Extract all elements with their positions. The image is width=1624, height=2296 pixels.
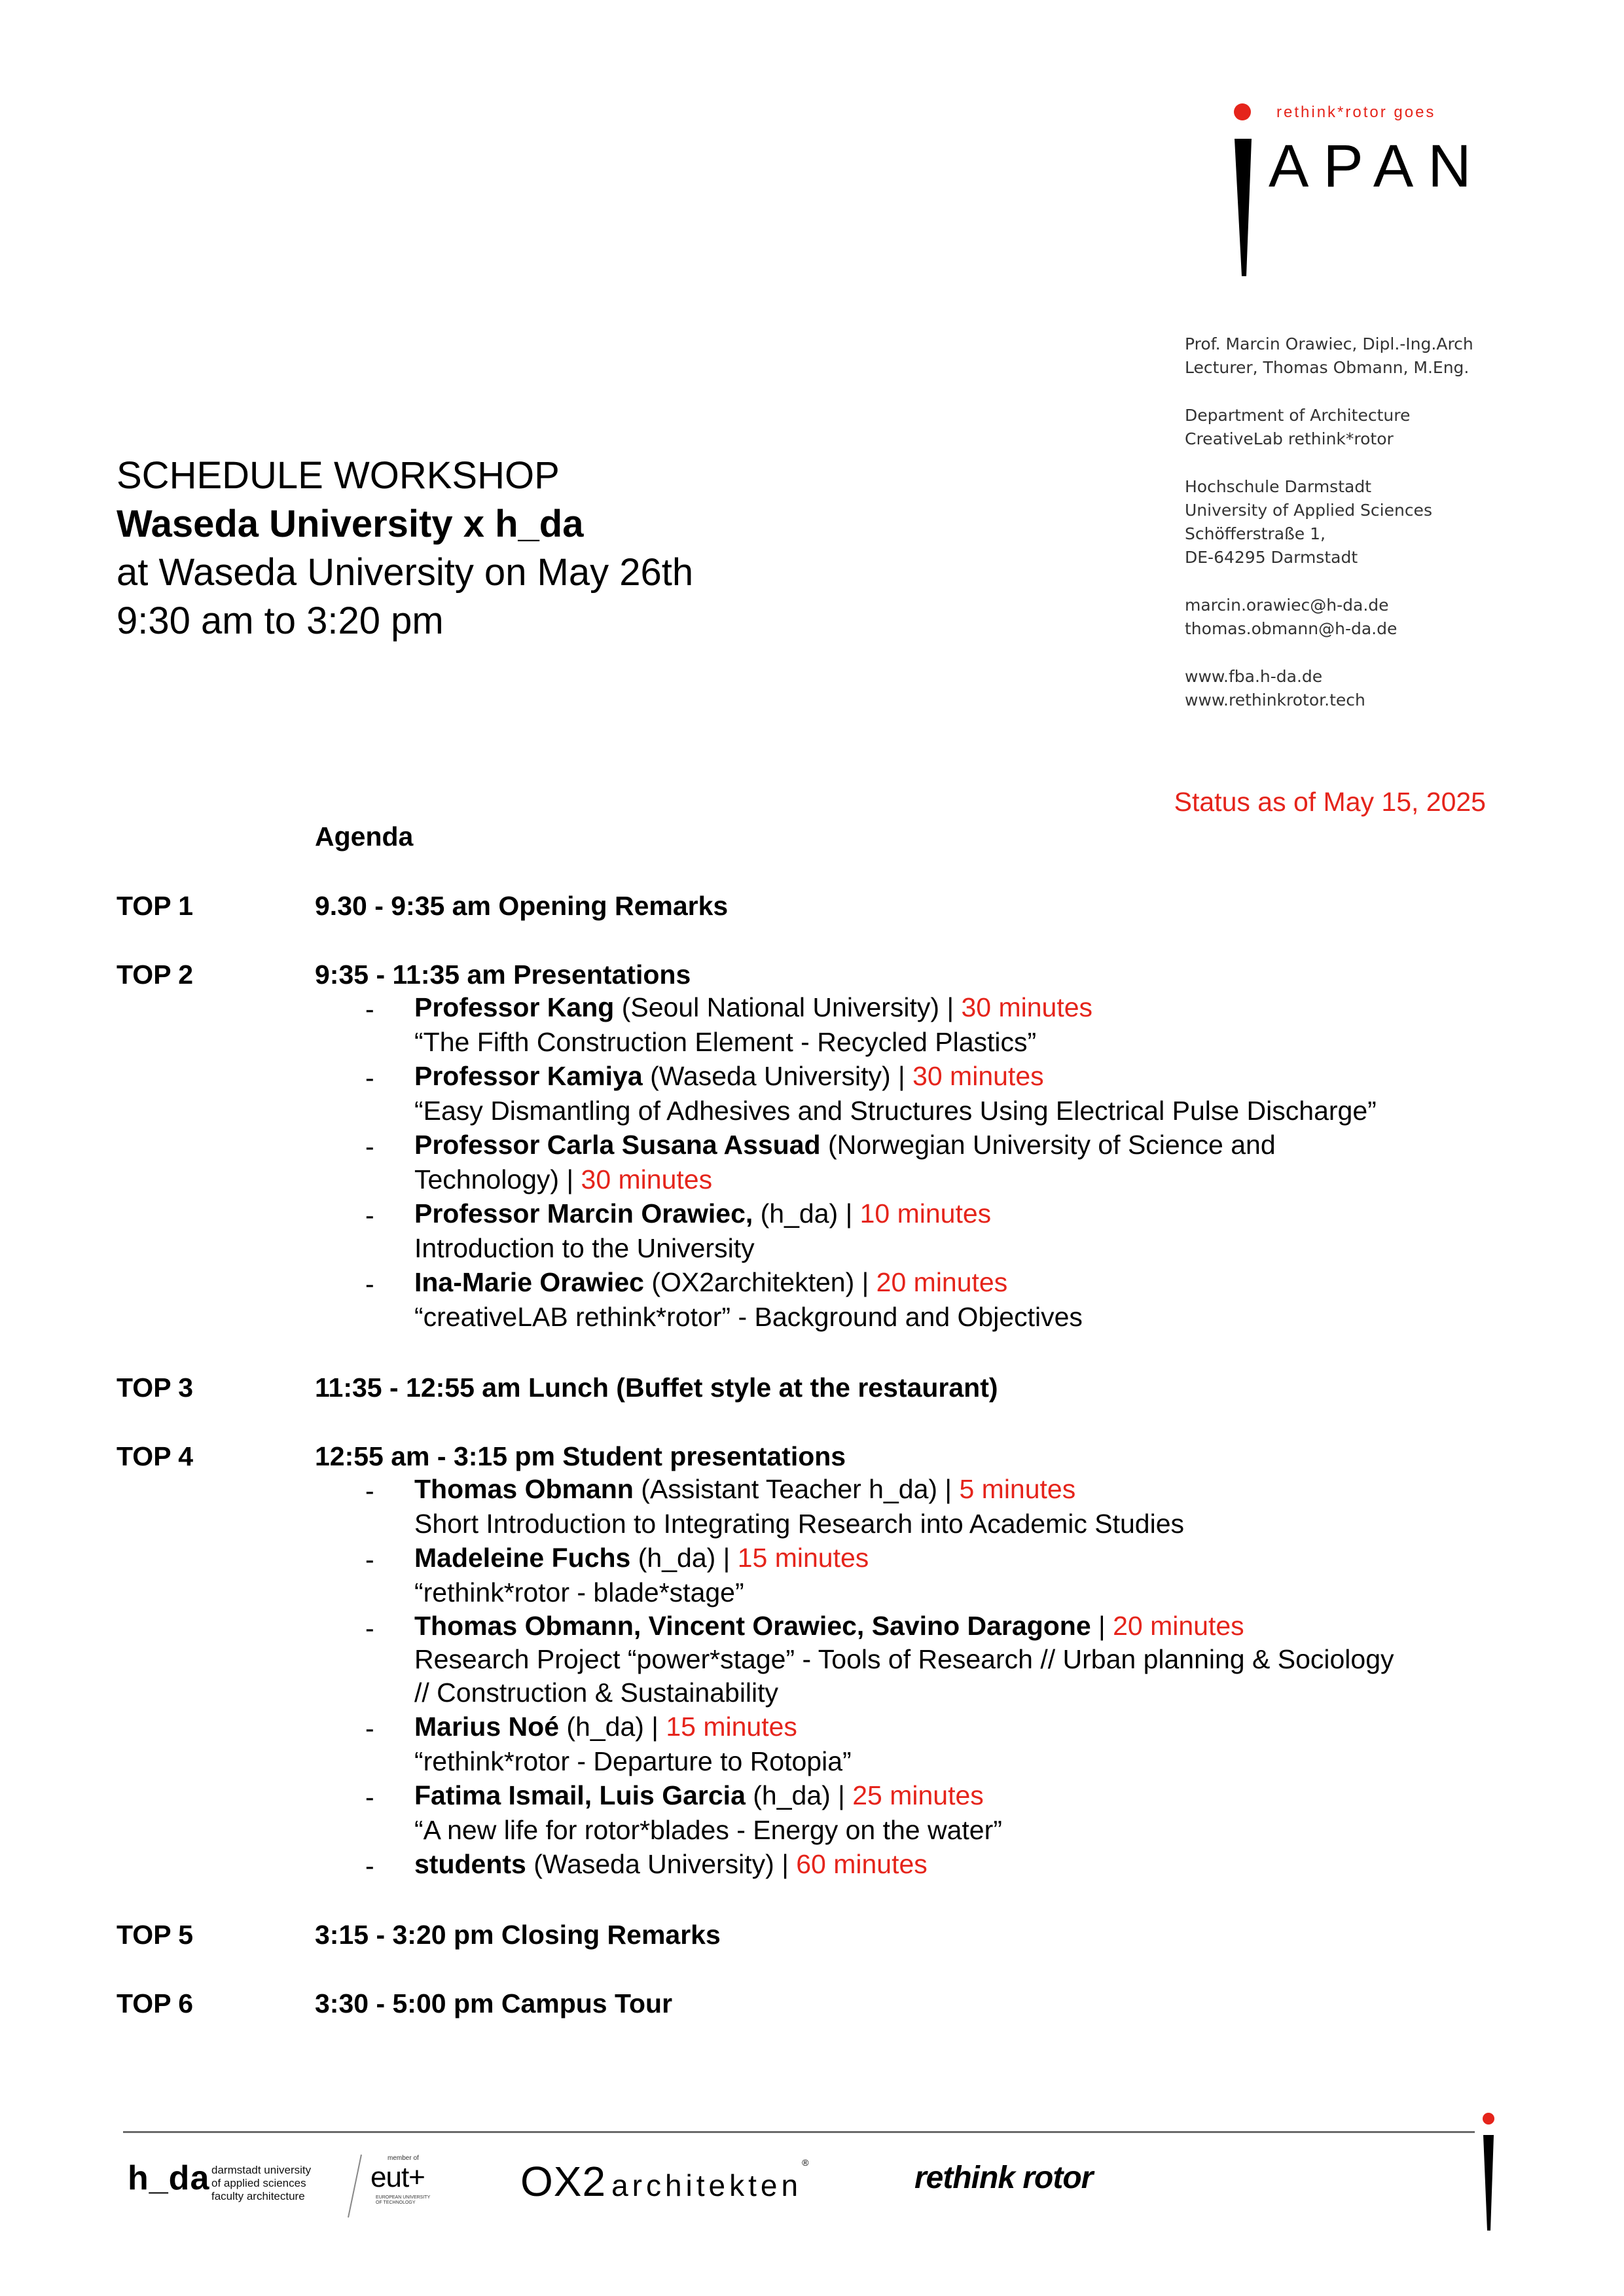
speaker-name: Professor Marcin Orawiec, [414,1198,753,1229]
footer-divider [123,2131,1475,2133]
list-item [414,990,1092,1060]
contact-line: DE-64295 Darmstadt [1185,548,1358,567]
duration: 10 minutes [859,1198,992,1229]
duration: 5 minutes [959,1474,1076,1504]
rethink-rotor-logo: rethink rotor [914,2161,1093,2195]
top-title: 3:30 - 5:00 pm Campus Tour [315,1988,673,2018]
list-item [414,1196,991,1266]
speaker-name: Professor Kang [414,992,615,1022]
talk-title: // Construction & Sustainability [414,1677,779,1708]
talk-title: “A new life for rotor*blades - Energy on the water” [414,1815,1002,1845]
contact-line: Prof. Marcin Orawiec, Dipl.-Ing.Arch [1185,334,1473,353]
speaker-name: Marius Noé [414,1712,559,1742]
speaker-affiliation: (Norwegian University of Science and [820,1130,1276,1160]
talk-title: Introduction to the University [414,1233,755,1263]
status-note: Status as of May 15, 2025 [1174,787,1486,817]
speaker-affiliation: (Waseda University) | [642,1061,913,1091]
list-item [414,1778,1002,1848]
logo-tagline: rethink*rotor goes [1276,103,1436,121]
list-item [414,1059,1377,1128]
document-header [117,452,693,645]
list-bullet: - [365,994,374,1024]
list-bullet: - [365,1545,374,1575]
contact-website[interactable]: www.fba.h-da.de [1185,667,1323,686]
eut-subtitle [376,2195,430,2206]
header-time: 9:30 am to 3:20 pm [117,600,444,642]
speaker-affiliation: Technology) | [414,1164,581,1194]
speaker-name: Fatima Ismail, Luis Garcia [414,1780,746,1810]
list-item [414,1472,1184,1541]
ox2-architekten-logo [520,2157,808,2206]
duration: 25 minutes [852,1780,984,1810]
talk-title: “rethink*rotor - blade*stage” [414,1577,744,1607]
footer-mark-icon [1475,2111,1502,2236]
top-title: 9:35 - 11:35 am Presentations [315,960,691,990]
contact-line: Hochschule Darmstadt [1185,477,1371,496]
top-label: TOP 3 [117,1372,193,1403]
speaker-affiliation: (h_da) | [630,1543,738,1573]
list-bullet: - [365,1269,374,1299]
hda-subtitle [211,2164,311,2203]
eut-subtitle-line: OF TECHNOLOGY [376,2200,416,2205]
ox2-wordmark: OX2 [520,2158,607,2205]
list-item [414,1609,1394,1710]
ox2-architekten-text: architekten [611,2168,803,2202]
list-bullet: - [365,1200,374,1230]
contact-line: Department of Architecture [1185,406,1411,425]
contact-line: CreativeLab rethink*rotor [1185,429,1394,448]
list-bullet: - [365,1132,374,1162]
hda-subtitle-line: darmstadt university [211,2164,312,2176]
speaker-name: Thomas Obmann [414,1474,634,1504]
talk-title: Research Project “power*stage” - Tools of Research // Urban planning & Sociology [414,1644,1394,1674]
registered-mark: ® [802,2157,809,2168]
contact-line: University of Applied Sciences [1185,501,1432,520]
top-title: 12:55 am - 3:15 pm Student presentations [315,1441,846,1471]
speaker-name: Ina-Marie Orawiec [414,1267,644,1297]
top-title: 3:15 - 3:20 pm Closing Remarks [315,1920,721,1950]
rethink-rotor-japan-logo [1224,98,1486,281]
top-title: 11:35 - 12:55 am Lunch (Buffet style at the restaurant) [315,1372,998,1403]
top-label: TOP 6 [117,1988,193,2018]
hda-subtitle-line: faculty architecture [211,2190,305,2202]
speaker-name: students [414,1849,526,1879]
list-item [414,1710,852,1779]
talk-title: “creativeLAB rethink*rotor” - Background and Objectives [414,1302,1083,1332]
top-label: TOP 2 [117,960,193,990]
eut-wordmark: eut+ [370,2161,425,2193]
talk-title: “rethink*rotor - Departure to Rotopia” [414,1746,852,1776]
duration: 15 minutes [737,1543,869,1573]
list-bullet: - [365,1613,374,1643]
header-location-date: at Waseda University on May 26th [117,551,694,594]
duration: 30 minutes [912,1061,1044,1091]
agenda-heading: Agenda [315,821,414,852]
header-title: SCHEDULE WORKSHOP [117,454,560,497]
speaker-affiliation: (Waseda University) | [526,1849,797,1879]
contact-website[interactable]: www.rethinkrotor.tech [1185,691,1365,709]
hda-wordmark: h_da [128,2159,210,2197]
duration: 20 minutes [876,1267,1008,1297]
eut-member-label: member of [388,2155,419,2162]
talk-title: “The Fifth Construction Element - Recycled Plastics” [414,1027,1037,1057]
speaker-name: Madeleine Fuchs [414,1543,631,1573]
speaker-affiliation: (Assistant Teacher h_da) | [633,1474,960,1504]
top-title: 9.30 - 9:35 am Opening Remarks [315,891,729,921]
list-item [414,1265,1083,1335]
contact-line: Lecturer, Thomas Obmann, M.Eng. [1185,358,1470,377]
top-label: TOP 5 [117,1920,193,1950]
duration: 30 minutes [581,1164,713,1194]
contact-email[interactable]: thomas.obmann@h-da.de [1185,619,1398,638]
eut-subtitle-line: EUROPEAN UNIVERSITY [376,2195,431,2200]
speaker-affiliation: (h_da) | [753,1198,860,1229]
logo-separator-icon [346,2153,365,2219]
duration: 30 minutes [961,992,1093,1022]
list-bullet: - [365,1476,374,1506]
duration: 60 minutes [796,1849,928,1879]
talk-title: “Easy Dismantling of Adhesives and Structures Using Electrical Pulse Discharge” [414,1096,1377,1126]
speaker-name: Professor Kamiya [414,1061,643,1091]
list-item [414,1541,869,1610]
speaker-affiliation: (OX2architekten) | [643,1267,876,1297]
duration: 20 minutes [1113,1611,1244,1641]
contact-line: Schöfferstraße 1, [1185,524,1326,543]
list-bullet: - [365,1713,374,1744]
speaker-name: Thomas Obmann, Vincent Orawiec, Savino Daragone [414,1611,1091,1641]
speaker-name: Professor Carla Susana Assuad [414,1130,821,1160]
list-bullet: - [365,1063,374,1093]
top-label: TOP 1 [117,891,193,921]
list-item [414,1128,1276,1197]
list-bullet: - [365,1782,374,1812]
speaker-affiliation: | [1091,1611,1113,1641]
list-bullet: - [365,1851,374,1881]
speaker-affiliation: (Seoul National University) | [614,992,962,1022]
contact-block [1185,332,1551,712]
speaker-affiliation: (h_da) | [745,1780,853,1810]
talk-title: Short Introduction to Integrating Research into Academic Studies [414,1509,1185,1539]
logo-wordmark: APAN [1269,133,1486,200]
list-item [414,1847,928,1882]
top-label: TOP 4 [117,1441,193,1471]
speaker-affiliation: (h_da) | [559,1712,666,1742]
duration: 15 minutes [666,1712,797,1742]
hda-subtitle-line: of applied sciences [211,2177,306,2189]
header-subtitle: Waseda University x h_da [117,503,584,545]
contact-email[interactable]: marcin.orawiec@h-da.de [1185,596,1389,615]
